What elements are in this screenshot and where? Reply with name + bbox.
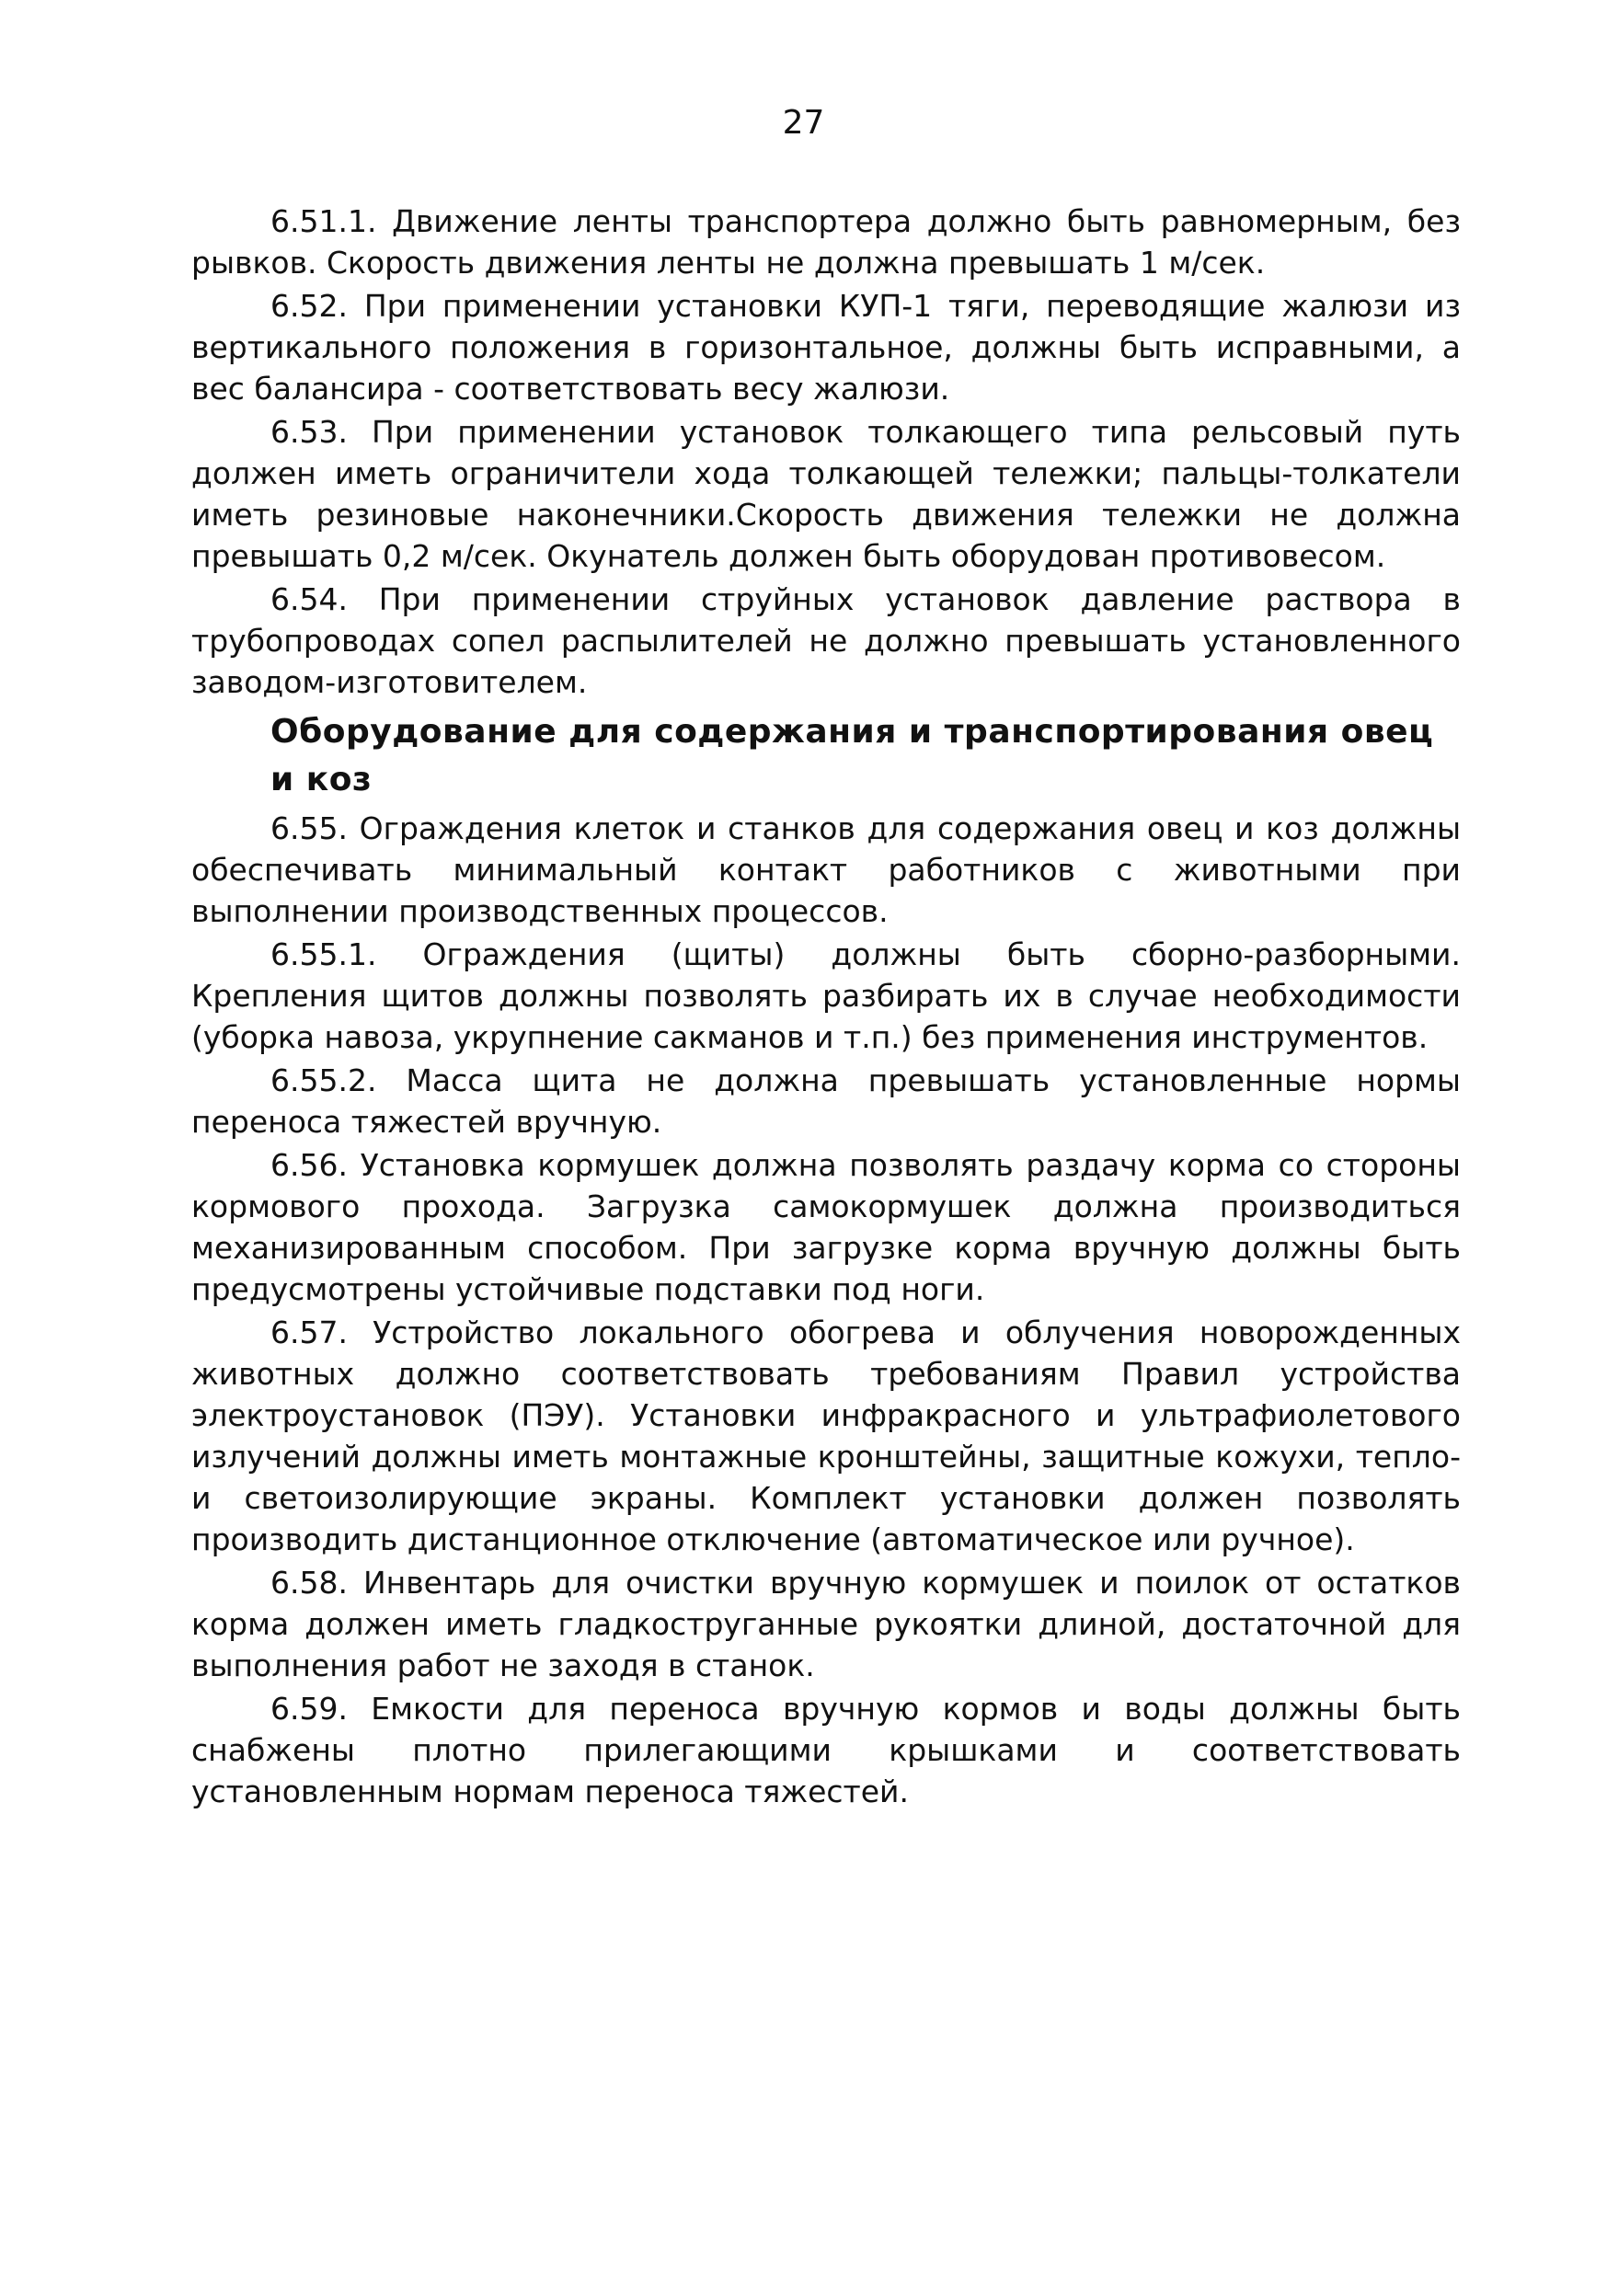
paragraph-6-59: 6.59. Емкости для переноса вручную кормов и воды должны быть снабжены плотно прилегающими крышками и соответствовать установленным нормам переноса тяжестей. [191, 1691, 1461, 1809]
page-number: 27 [782, 104, 825, 142]
document-body [191, 201, 1461, 1814]
paragraph-6-54: 6.54. При применении струйных установок давление раствора в трубопроводах сопел распылителей не должно превышать установленного заводом-изготовителем. [191, 581, 1461, 700]
paragraph-6-51-1: 6.51.1. Движение ленты транспортера должно быть равномерным, без рывков. Скорость движения ленты не должна превышать 1 м/сек. [191, 203, 1461, 281]
paragraph-6-57: 6.57. Устройство локального обогрева и облучения новорожденных животных должно соответствовать требованиям Правил устройства электроустановок (ПЭУ). Установки инфракрасного и ультрафиолетового излучений должны иметь монтажные кронштейны, защитные кожухи, тепло- и светоизолирующие экраны. Комплект установки должен позволять производить дистанционное отключение (автоматическое или ручное). [191, 1314, 1461, 1557]
paragraph-6-56: 6.56. Установка кормушек должна позволять раздачу корма со стороны кормового прохода. Загрузка самокормушек должна производиться механизированным способом. При загрузке корма вручную должны быть предусмотрены устойчивые подставки под ноги. [191, 1147, 1461, 1307]
paragraph-6-55-2: 6.55.2. Масса щита не должна превышать установленные нормы переноса тяжестей вручную. [191, 1062, 1461, 1140]
paragraph-6-53: 6.53. При применении установок толкающего типа рельсовый путь должен иметь ограничители хода толкающей тележки; пальцы-толкатели иметь резиновые наконечники.Скорость движения тележки не должна превышать 0,2 м/сек. Окунатель должен быть оборудован противовесом. [191, 414, 1461, 574]
paragraph-6-52: 6.52. При применении установки КУП-1 тяги, переводящие жалюзи из вертикального положения в горизонтальное, должны быть исправными, а вес балансира - соответствовать весу жалюзи. [191, 288, 1461, 407]
paragraph-6-55: 6.55. Ограждения клеток и станков для содержания овец и коз должны обеспечивать минимальный контакт работников с животными при выполнении производственных процессов. [191, 810, 1461, 929]
paragraph-6-58: 6.58. Инвентарь для очистки вручную кормушек и поилок от остатков корма должен иметь гладкоструганные рукоятки длиной, достаточной для выполнения работ не заходя в станок. [191, 1565, 1461, 1683]
paragraph-6-55-1: 6.55.1. Ограждения (щиты) должны быть сборно-разборными. Крепления щитов должны позволять разбирать их в случае необходимости (уборка навоза, укрупнение сакманов и т.п.) без применения инструментов. [191, 936, 1461, 1055]
section-heading: Оборудование для содержания и транспортирования овец и коз [270, 713, 1434, 798]
